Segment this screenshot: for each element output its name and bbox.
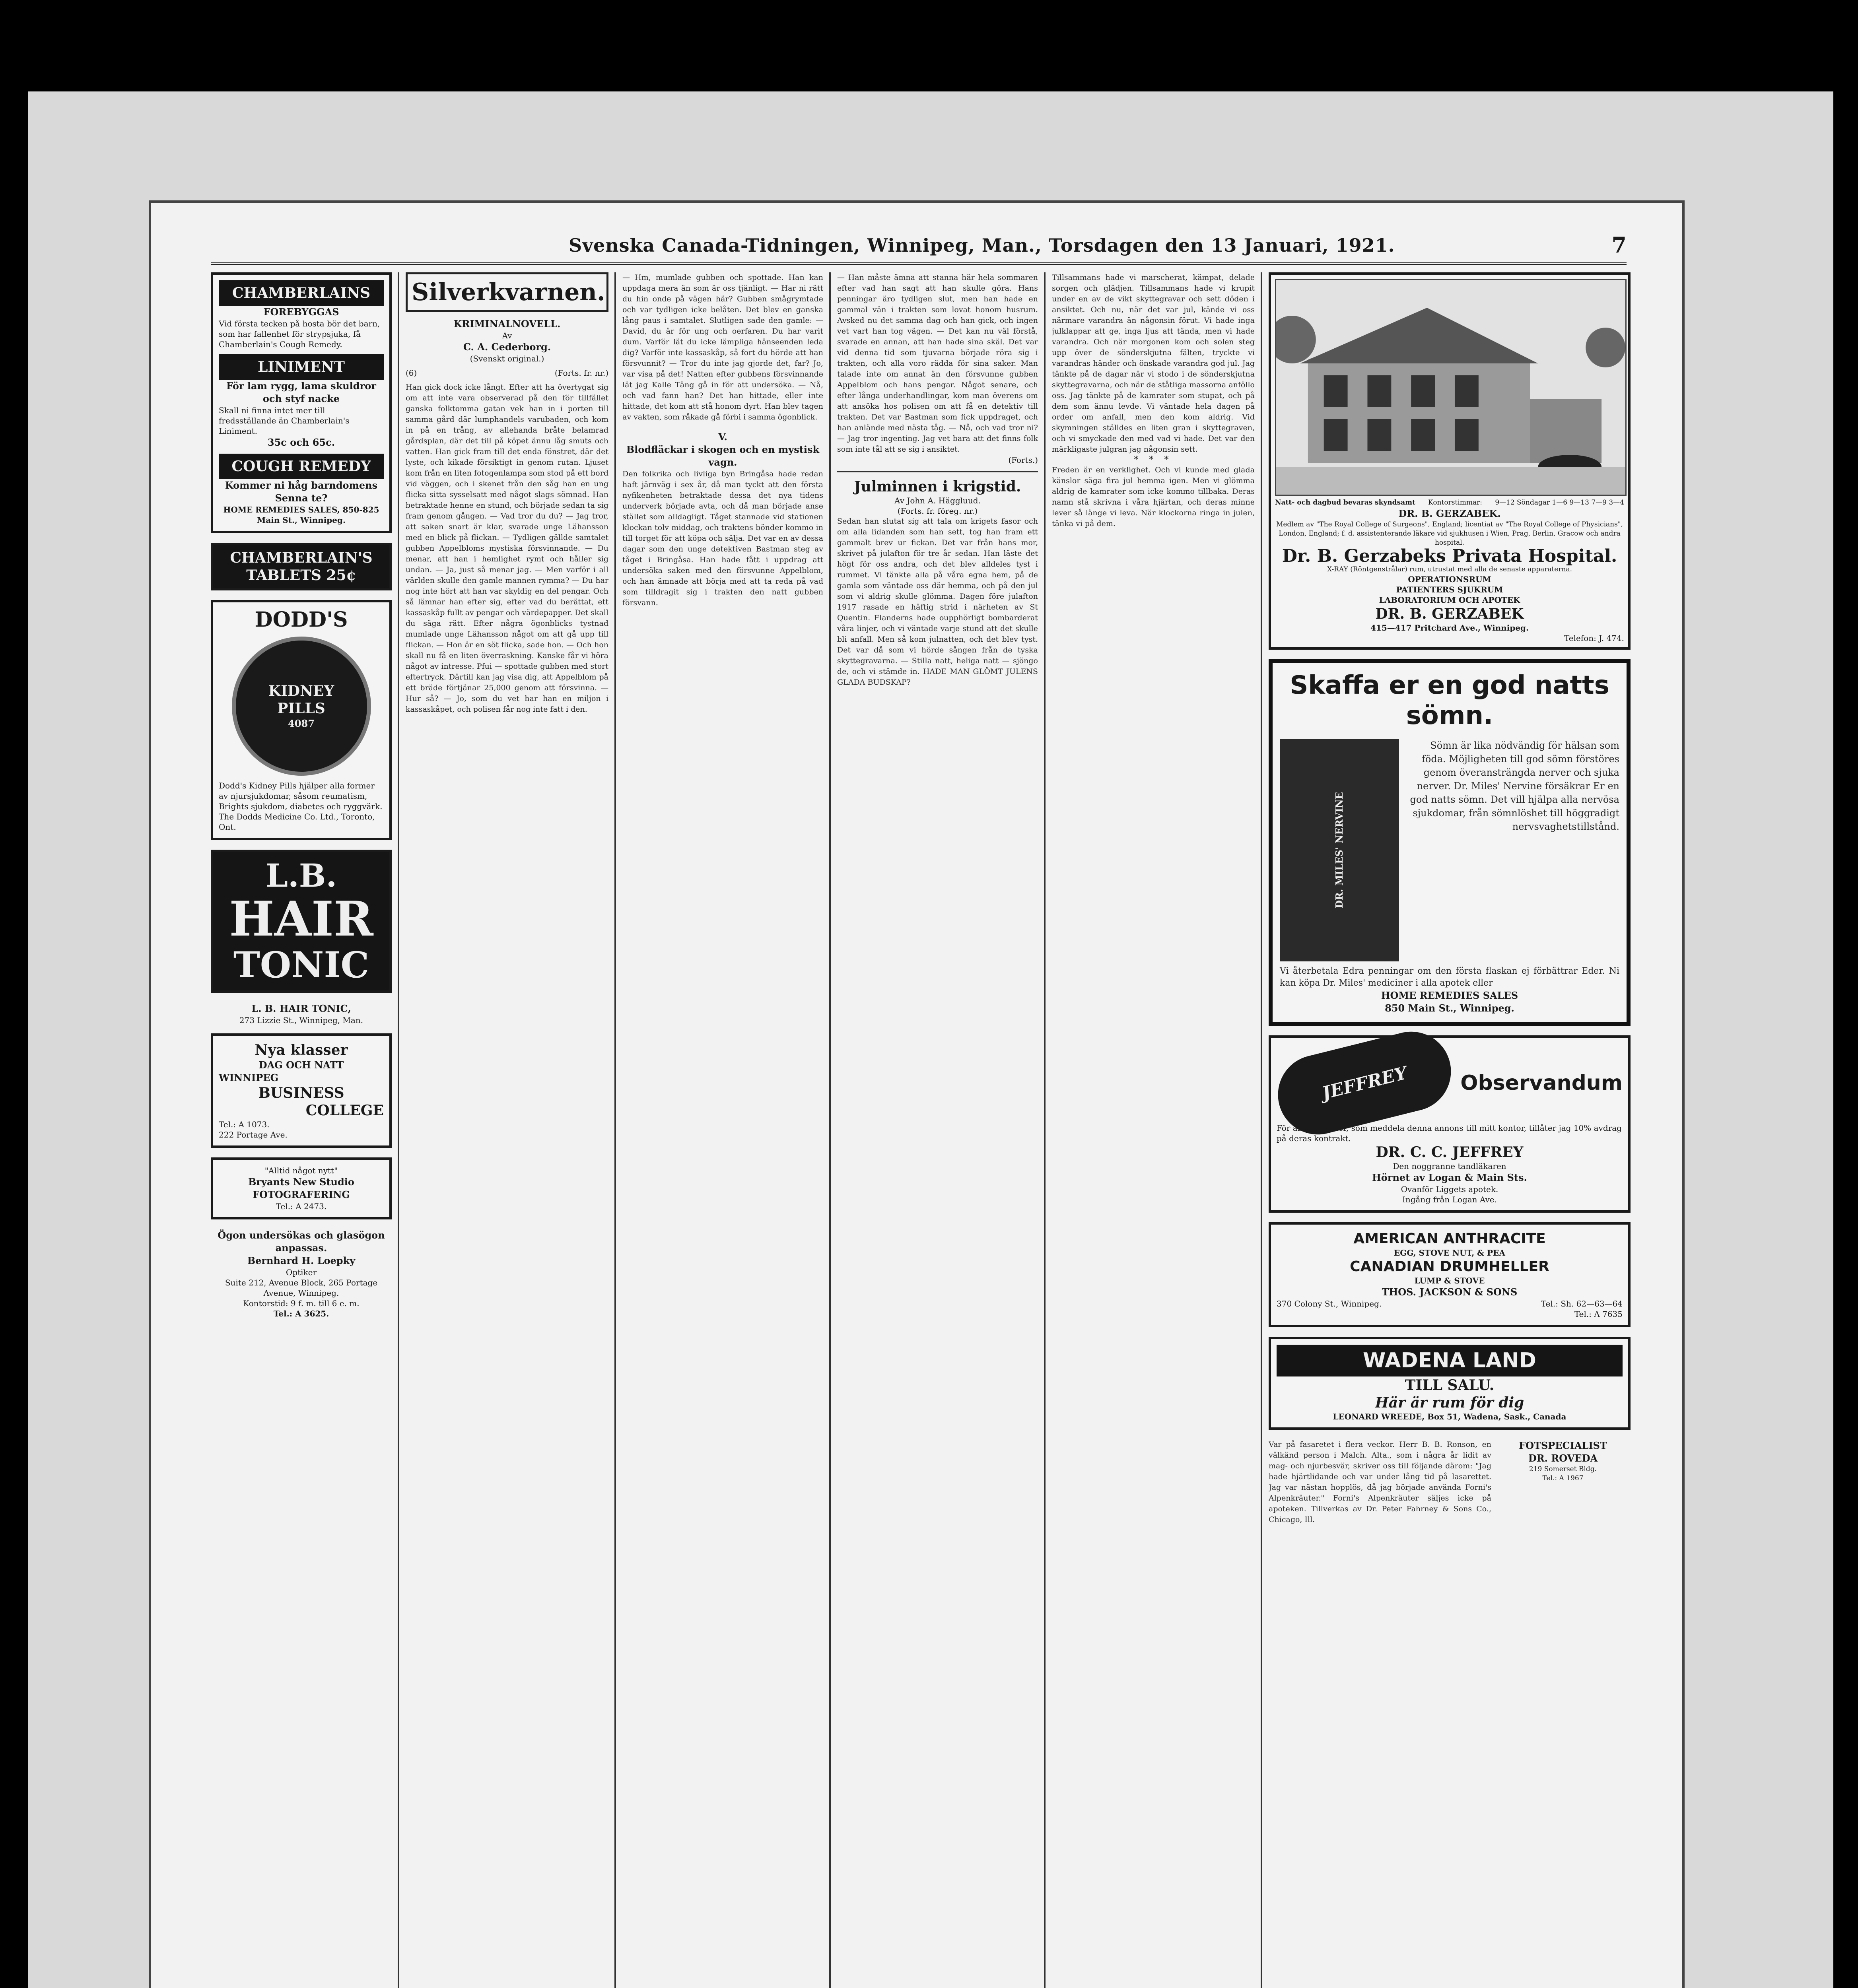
story2-byline: Av John A. Häggluud. — [894, 496, 981, 505]
story-body-cont: — Hm, mumlade gubben och spottade. Han kan uppdaga mera än som är oss tjänligt. — Har ni rätt du hin onde på vägen här? Gubben smågrymtade och var tydligen icke belåten. Det blev en ganska lång paus i samtalet. Slutligen sade den gamle: — David, du är för ung och oerfaren. Du har varit dum. Varför lät du icke lämpliga hänseenden leda dig? Varför inte kassaskåp, så fort du hörde att han försvunnit? — Tror du inte jag gjorde det, far? Jo, var visa på det! Natten efter gubbens försvinnande lät jag Kalle Täng gå in för att undersöka. — Nå, och vad fann han? Det han hittade, eller inte hittade, det kom att stå honom dyrt. Han blev tagen av vakten, som råkade gå förbi i samma ögonblick. — [622, 273, 823, 421]
bryants-quote: "Alltid något nytt" — [264, 1166, 338, 1175]
sleep-ad — [1269, 659, 1631, 1026]
story-part: (6) — [406, 368, 417, 378]
fotospecialist-ad — [1499, 1439, 1627, 1525]
anthracite-ad — [1269, 1222, 1631, 1327]
dodds-product-line2: PILLS — [277, 700, 325, 717]
story-forts: (Forts.) — [1008, 455, 1038, 465]
hospital-ad — [1269, 272, 1631, 650]
story-title: Silverkvarnen. — [406, 272, 608, 312]
business-title: Nya klasser — [255, 1042, 348, 1058]
business-city: WINNIPEG — [219, 1072, 279, 1083]
loepky-name: Bernhard H. Loepky — [247, 1255, 356, 1266]
wadena-contact: LEONARD WREEDE, Box 51, Wadena, Sask., Canada — [1333, 1412, 1566, 1421]
column-rule — [1044, 272, 1046, 1988]
anthracite-yard2: Tel.: Sh. 62—63—64 — [1541, 1299, 1623, 1309]
story-end-body: — Han måste ämna att stanna här hela sommaren efter vad han sagt att han skulle göra. Hans penningar äro tydligen slut, men han hade en gammal vän i trakten som lovat honom husrum. Avsked nu det samma dag och han gick, och ingen vet vart han tog vägen. — Det kan nu väl förstå, svarade en annan, att han hade sina skäl. Det var vid denna tid som tjuvarna började röra sig i trakten, och alla voro rädda för sina saker. Man talade inte om annat än den försvunne gubben Appelblom och hans pengar. Något senare, och efter långa underhandlingar, kom man överens om att ansöka hos polisen om att få en detektiv till trakten. Det var Bastman som fick uppdraget, och han anlände med nästa tåg. — Nå, och vad tror ni? — Jag tror ingenting. Jag vet bara att det finns folk som inte tål att se sig i ansiktet. — [837, 273, 1038, 454]
wadena-ad — [1269, 1337, 1631, 1430]
business-address: 222 Portage Ave. — [219, 1130, 288, 1140]
hospital-address: 415—417 Pritchard Ave., Winnipeg. — [1370, 623, 1529, 633]
dodds-brand: DODD'S — [255, 608, 348, 632]
bryants-title2: FOTOGRAFERING — [253, 1189, 350, 1200]
fotospecialist-address: 219 Somerset Bldg. — [1529, 1465, 1597, 1473]
liniment-text: Skall ni finna intet mer till fredsställande än Chamberlain's Liniment. — [219, 406, 350, 436]
story2-body-cont: Tillsammans hade vi marscherat, kämpat, delade sorgen och glädjen. Tillsammans hade vi krupit under en av de vikt skyttegravar och sett döden i ansiktet. Och nu, när det var jul, kände vi oss närmare varandra än någonsin förut. Vi hade inga julklappar att ge, inga ljus att tända, men vi hade varandra. Och när morgonen kom och solen steg upp över de sönderskjutna fälten, tryckte vi varandras händer och önskade varandra god jul. Jag tänkte på de dagar när vi stodo i de sönderskjutna skyttegravarna, och när de ståtliga massorna anföllo oss. Jag tänkte på de kamrater som stupat, och på dem som ännu levde. Vi väntade hela dagen på order om anfall, men den kom aldrig. Vid skymningen ställdes en liten gran i skyttegraven, och vi smyckade den med vad vi hade. Det var den märkligaste julgran jag någonsin sett. — [1052, 273, 1255, 454]
divider — [837, 471, 1038, 472]
liniment-headline: För lam rygg, lama skuldror och styf nacke — [226, 380, 376, 404]
story2-title: Julminnen i krigstid. — [854, 478, 1021, 495]
liniment-price: 35c och 65c. — [267, 437, 335, 448]
hospital-bottom-name: DR. B. GERZABEK — [1375, 606, 1524, 622]
cough-headline: Kommer ni håg barndomens Senna te? — [225, 480, 378, 504]
section-number: V. — [718, 431, 727, 443]
hair-line2: HAIR — [229, 891, 373, 947]
loepky-ad — [211, 1229, 392, 1319]
sleep-seller: HOME REMEDIES SALES — [1381, 990, 1518, 1001]
hair-address: 273 Lizzie St., Winnipeg, Man. — [239, 1015, 363, 1025]
wadena-title: WADENA LAND — [1277, 1345, 1623, 1376]
column-rule — [398, 272, 399, 1988]
nervine-bottle-label: DR. MILES' NERVINE — [1333, 792, 1345, 909]
sleep-guarantee: Vi återbetala Edra penningar om den första flaskan ej förbättrar Eder. Ni kan köpa Dr. Miles' mediciner i alla apotek eller — [1280, 966, 1619, 988]
sleep-text: Sömn är lika nödvändig för hälsan som föda. Möjligheten till god sömn förstöres genom överansträngda nerver och sjuka nerver. Dr. Miles' Nervine försäkrar Er en god natts sömn. Det vill hjälpa alla nervösa sjukdomar, från sömnlöshet till höggradigt nervsvaghetstillstånd. — [1410, 740, 1619, 832]
section-stars: * * * — [1134, 455, 1173, 465]
column-ads-right — [1269, 272, 1631, 1988]
column-rule — [829, 272, 831, 1988]
dodds-ad — [211, 600, 392, 840]
hospital-phone: Telefon: J. 474. — [1564, 633, 1624, 643]
dodds-product-line1: KIDNEY — [268, 683, 334, 699]
business-sub: DAG OCH NATT — [258, 1059, 344, 1071]
jeffrey-entrance: Ingång från Logan Ave. — [1402, 1195, 1497, 1204]
bryants-tel: Tel.: A 2473. — [276, 1202, 327, 1211]
dodds-text: Dodd's Kidney Pills hjälper alla former av njursjukdomar, såsom reumatism, Brights sjukdom, diabetes och ryggvärk. The Dodds Medicine Co. Ltd., Toronto, Ont. — [219, 781, 383, 832]
story-note: (Svenskt original.) — [470, 354, 544, 363]
jeffrey-role: Den noggranne tandläkaren — [1393, 1161, 1506, 1171]
column-rule — [614, 272, 616, 1988]
business-college-ad — [211, 1033, 392, 1148]
hospital-credentials: Medlem av "The Royal College of Surgeons", England; licentiat av "The Royal College of Physicians", London, England; f. d. assistenterande läkare vid sjukhusen i Wien, Prag, Berlin, Gracow och andra hospital. — [1276, 520, 1623, 547]
hospital-office-hours: 9—12 Söndagar 1—6 9—13 7—9 3—4 — [1495, 499, 1624, 507]
jeffrey-doctor: DR. C. C. JEFFREY — [1376, 1144, 1524, 1161]
fotospecialist-tel: Tel.: A 1967 — [1542, 1474, 1584, 1482]
liniment-title: LINIMENT — [219, 354, 384, 380]
cough-title: COUGH REMEDY — [219, 454, 384, 479]
alpenkrauter-text: Var på fasaretet i flera veckor. Herr B. B. Ronson, en välkänd person i Malch. Alta., som i några år lidit av mag- och njurbesvär, skriver oss till följande därom: "Jag hade hjärtlidande och var under lång tid på lasarettet. Jag var nästan hopplös, då jag började använda Forni's Alpenkräuter." Forni's Alpenkräuter säljes icke på apoteken. Tillverkas av Dr. Peter Fahrney & Sons Co., Chicago, Ill. — [1269, 1440, 1491, 1524]
wadena-sub: TILL SALU. — [1405, 1377, 1495, 1394]
hair-line3: TONIC — [233, 944, 369, 986]
hospital-caption: Natt- och dagbud bevaras skyndsamt — [1275, 499, 1415, 507]
hospital-lab: LABORATORIUM OCH APOTEK — [1379, 595, 1520, 605]
anthracite-yard1: 370 Colony St., Winnipeg. — [1277, 1299, 1382, 1309]
masthead — [211, 232, 1627, 265]
loepky-address: Suite 212, Avenue Block, 265 Portage Avenue, Winnipeg. — [225, 1278, 378, 1298]
hospital-doctor: DR. B. GERZABEK. — [1398, 508, 1501, 519]
section-title: Blodfläckar i skogen och en mystisk vagn. — [626, 444, 820, 468]
column-story — [406, 272, 608, 1988]
jeffrey-address2: Ovanför Liggets apotek. — [1401, 1184, 1498, 1194]
sleep-seller-address: 850 Main St., Winnipeg. — [1385, 1002, 1514, 1014]
loepky-hours: Kontorstid: 9 f. m. till 6 e. m. — [243, 1299, 360, 1308]
story-cont: (Forts. fr. nr.) — [554, 368, 608, 378]
column-rule — [1261, 272, 1262, 1988]
masthead-title: Svenska Canada-Tidningen, Winnipeg, Man., Torsdagen den 13 Januari, 1921. — [569, 235, 1395, 256]
hair-line1: L.B. — [265, 857, 337, 894]
section-body: Den folkrika och livliga byn Bringåsa hade redan haft järnväg i sex år, då man tyckt att den första nyfikenheten betraktade dessa det nya tidens underverk började avta, och då man började anse stället som alldagligt. Tåget stannade vid stationen klockan tolv middag, och traktens bönder kommo in till torget för att köpa och sälja. Det var en av dessa dagar som den unge detektiven Bastman steg av tåget i Bringåsa. Han hade fått i uppdrag att undersöka saken med den försvunne Appelblom, och han ämnade att börja med att ta reda på vad som tilldragit sig i trakten den natt gubben försvann. — [622, 470, 823, 607]
jeffrey-title: Observandum — [1460, 1071, 1623, 1095]
business-line1: BUSINESS — [258, 1085, 344, 1101]
business-line2: COLLEGE — [305, 1102, 384, 1119]
story-genre: KRIMINALNOVELL. — [453, 318, 561, 330]
chamberlains-sub: FOREBYGGAS — [263, 306, 339, 318]
jeffrey-ad — [1269, 1035, 1631, 1213]
anthracite-tel: Tel.: A 7635 — [1574, 1309, 1623, 1319]
hospital-title: Dr. B. Gerzabeks Privata Hospital. — [1282, 546, 1617, 566]
hospital-ops: OPERATIONSRUM — [1408, 575, 1491, 584]
anthracite-line1: AMERICAN ANTHRACITE — [1353, 1231, 1546, 1247]
bryants-ad — [211, 1157, 392, 1219]
hospital-office-hours-label: Kontorstimmar: — [1428, 499, 1483, 507]
hair-tonic-ad — [211, 850, 392, 993]
anthracite-line3: CANADIAN DRUMHELLER — [1350, 1258, 1549, 1275]
hospital-patients: PATIENTERS SJUKRUM — [1396, 585, 1503, 594]
hair-company: L. B. HAIR TONIC, — [251, 1003, 351, 1014]
story2-cont: (Forts. fr. föreg. nr.) — [897, 506, 978, 516]
tablets-sub: TABLETS 25¢ — [246, 567, 356, 584]
tablets-title: CHAMBERLAIN'S — [230, 549, 373, 566]
chamberlains-brand: CHAMBERLAINS — [219, 280, 384, 306]
loepky-tel: Tel.: A 3625. — [273, 1309, 329, 1318]
cough-address: HOME REMEDIES SALES, 850-825 Main St., Winnipeg. — [223, 505, 379, 525]
tablets-ad — [211, 543, 392, 590]
chamberlains-ad — [211, 272, 392, 533]
pill-box-image — [232, 637, 371, 776]
page-number: 7 — [1611, 232, 1627, 258]
chamberlains-text: Vid första tecken på hosta bör det barn, som har fallenhet för strypsjuka, få Chamberlain's Cough Remedy. — [219, 319, 380, 349]
story2-body: Sedan han slutat sig att tala om krigets fasor och om alla lidanden som han sett, tog han fram ett gammalt brev ur fickan. Det var från hans mor, skrivet på julafton för tre år sedan. Han läste det högt för oss andra, och det blev alldeles tyst i rummet. Vi tänkte alla på våra egna hem, på de gamla som väntade oss där hemma, och på den jul som vi aldrig skulle glömma. Dagen före julafton 1917 rasade en häftig strid i närheten av St Quentin. Flanderns hade oupphörligt bombarderat våra linjer, och vi väntade varje stund att det skulle bli anfall. Men så kom julnatten, och det blev tyst. Det var då som vi hörde sången från de tyska skyttegravarna. — Stilla natt, heliga natt — sjöngo de, och vi stämde in. HADE MAN GLÖMT JULENS GLADA BUDSKAP? — [837, 517, 1038, 687]
bryants-title: Bryants New Studio — [248, 1176, 354, 1188]
sleep-title1: Skaffa er en god natts — [1290, 671, 1609, 700]
loepky-headline: Ögon undersökas och glasögon anpassas. — [218, 1229, 385, 1254]
wadena-slogan: Här är rum för dig — [1375, 1394, 1524, 1411]
newspaper-page — [151, 203, 1682, 1988]
nervine-bottle-image — [1280, 739, 1399, 961]
column-story-end — [837, 272, 1038, 1988]
tire-text: JEFFREY — [1320, 1062, 1409, 1104]
fotospecialist-title: FOTSPECIALIST — [1519, 1440, 1607, 1451]
column-story-cont — [622, 272, 823, 1988]
dodds-number: 4087 — [288, 718, 315, 729]
hospital-building-image — [1275, 279, 1627, 496]
business-tel: Tel.: A 1073. — [219, 1120, 270, 1129]
jeffrey-text: För alla patienter, som meddela denna annons till mitt kontor, tillåter jag 10% avdrag på deras kontrakt. — [1277, 1123, 1622, 1143]
anthracite-company: THOS. JACKSON & SONS — [1382, 1286, 1518, 1298]
story-byline-av: Av — [502, 331, 512, 340]
jeffrey-address: Hörnet av Logan & Main Sts. — [1372, 1172, 1527, 1183]
loepky-role: Optiker — [286, 1268, 317, 1277]
column-story2-cont — [1052, 272, 1255, 1988]
column-ads-left — [211, 272, 392, 1988]
story2-body-end: Freden är en verklighet. Och vi kunde med glada känslor säga fira jul hemma igen. Men vi glömma aldrig de kamrater som icke kommo tillbaka. Deras namn stå skrivna i våra hjärtan, och deras minne lever så länge vi leva. När klockorna ringa in julen, tänka vi på dem. — [1052, 466, 1255, 528]
fotospecialist-name: DR. ROVEDA — [1528, 1452, 1598, 1464]
anthracite-line4: LUMP & STOVE — [1414, 1276, 1485, 1285]
anthracite-line2: EGG, STOVE NUT, & PEA — [1394, 1248, 1505, 1258]
sleep-title2: sömn. — [1406, 701, 1493, 730]
story-author: C. A. Cederborg. — [463, 341, 551, 353]
hospital-xray: X-RAY (Röntgenstrålar) rum, utrustat med alla de senaste apparaterna. — [1327, 565, 1572, 573]
story-body: Han gick dock icke långt. Efter att ha övertygat sig om att inte vara observerad på den för tillfället ganska folktomma gatan vek han in i porten till samma gård där lumphandels varubaden, och kom in på en trång, av allehanda bråte belamrad gårdsplan, där det till på köpet ännu låg smuts och vatten. Han gick fram till det enda fönstret, där det lyste, och kikade försiktigt in genom rutan. Ljuset kom från en liten fotogenlampa som stod på ett bord vid väggen, och i skenet från den såg han en ung flicka sitta sysselsatt med något slags sömnad. Han betraktade henne en stund, och började sedan ta sig fram genom gången. — Vad tror du du? — Jag tror, att saken snart är klar, svarade unge Lähansson med en blick på flickan. — Tydligen gällde samtalet gubben Appelbloms mystiska försvinnande. — Du menar, att han i hemlighet rymt och håller sig undan. — Ja, just så menar jag. — Men varför i all världen skulle den gamle mannen rymma? — Du har nog inte hört att han var skyldig en del pengar. Och så lämnar han efter sig, efter vad du berättat, ett kassaskåp fullt av pengar och värdepapper. Det skall du säga rätt. Efter några ögonblicks tystnad mumlade unge Lähansson något om att gå upp till flickan. — Hon är en söt flicka, sade hon. — Och hon skall nu få en liten överraskning. Kanske får vi höra något av intresse. Pfui — spottade gubben med stort eftertryck. Därtill kan jag visa dig, att Appelblom på ett bräde förtjänar 25,000 genom att försvinna. — Hur så? — Jo, som du vet har han en miljon i kassaskåpet, och polisen får nog inte fatt i den. — [406, 383, 608, 714]
